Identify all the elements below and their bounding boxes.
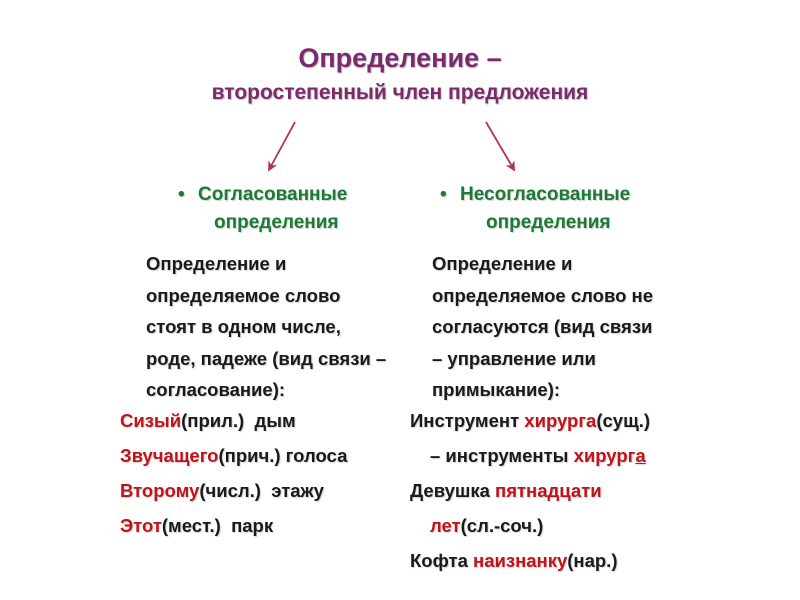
- right-bullet: •: [440, 184, 447, 205]
- left-example: [120, 508, 347, 543]
- right-heading-line-2: определения: [486, 212, 611, 233]
- example-note: (сл.-соч.): [460, 515, 544, 536]
- example-word: наизнанку: [473, 550, 568, 571]
- example-note: (мест.): [161, 515, 221, 536]
- example-rest: этажу: [260, 480, 324, 501]
- example-pre: Инструмент: [410, 410, 525, 431]
- right-heading: [440, 181, 630, 237]
- example-pre: – инструменты: [430, 445, 574, 466]
- left-heading: [178, 181, 347, 237]
- right-desc-line: примыкание):: [432, 379, 561, 400]
- left-example: [120, 403, 347, 438]
- example-word: лет: [430, 515, 461, 536]
- right-arrow: [486, 122, 513, 168]
- example-word: Этот: [120, 515, 162, 536]
- example-word: хирурга: [524, 410, 597, 431]
- example-rest: дым: [244, 410, 296, 431]
- left-example: [120, 438, 347, 473]
- example-note: (прич.): [218, 445, 281, 466]
- left-examples: [120, 403, 347, 543]
- example-word: Сизый: [120, 410, 182, 431]
- right-example: [410, 438, 650, 473]
- title-line-1: Определение –: [298, 43, 502, 73]
- example-rest: голоса: [280, 445, 348, 466]
- right-desc-line: – управление или: [432, 347, 596, 369]
- title-line-2: второстепенный член предложения: [211, 80, 589, 104]
- example-note: (прил.): [181, 410, 245, 431]
- right-example: [410, 508, 650, 543]
- example-rest: парк: [220, 515, 274, 536]
- example-word: Второму: [120, 480, 200, 501]
- example-word-ending: а: [635, 445, 646, 466]
- example-word: пятнадцати: [495, 480, 602, 501]
- slide-title: [0, 42, 800, 106]
- right-example: [410, 403, 650, 438]
- right-heading-line-1: Несогласованные: [460, 184, 631, 205]
- left-desc-line: определяемое слово: [146, 284, 341, 306]
- right-description: [432, 248, 653, 406]
- left-bullet: •: [178, 184, 185, 205]
- example-note: (нар.): [567, 550, 618, 571]
- right-examples: [410, 403, 650, 578]
- left-desc-line: роде, падеже (вид связи –: [146, 347, 387, 369]
- left-example: [120, 473, 347, 508]
- left-desc-line: стоят в одном числе,: [146, 316, 341, 337]
- left-desc-line: согласование):: [146, 379, 286, 400]
- example-pre: Кофта: [410, 550, 474, 571]
- left-description: [146, 248, 386, 406]
- example-word: хирург: [573, 445, 636, 466]
- example-word: Звучащего: [120, 445, 219, 466]
- example-note: (сущ.): [596, 410, 650, 431]
- right-desc-line: согласуются (вид связи: [432, 316, 653, 337]
- left-heading-line-2: определения: [214, 212, 339, 233]
- example-pre: Девушка: [410, 480, 496, 501]
- example-note: (числ.): [199, 480, 261, 501]
- left-heading-line-1: Согласованные: [198, 184, 348, 205]
- right-desc-line: Определение и: [432, 253, 573, 274]
- left-desc-line: Определение и: [146, 253, 287, 274]
- right-desc-line: определяемое слово не: [432, 284, 653, 306]
- right-example: [410, 543, 650, 578]
- right-example: [410, 473, 650, 508]
- left-arrow: [270, 122, 295, 168]
